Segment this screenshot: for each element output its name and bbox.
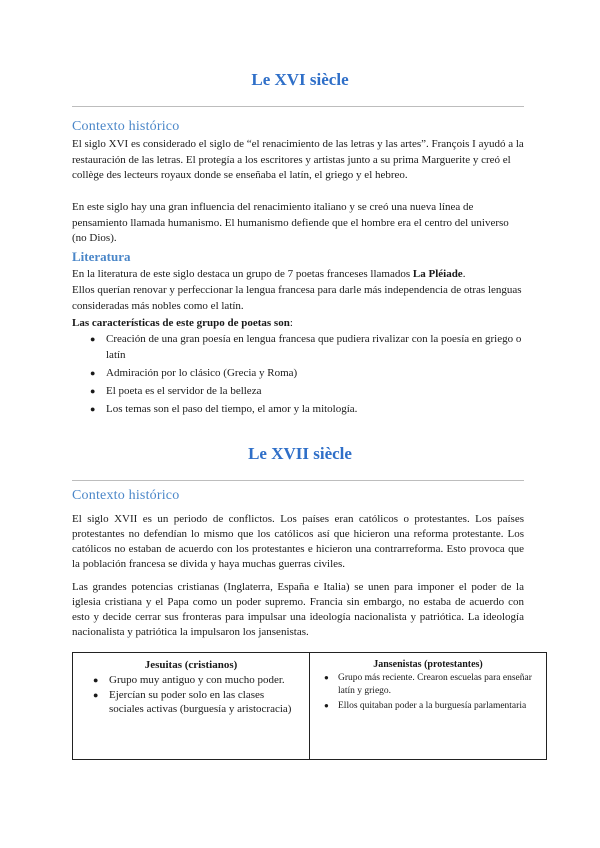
caracteristicas-list (72, 332, 524, 420)
list-item-text: El poeta es el servidor de la belleza (106, 384, 262, 397)
jansenistas-list (318, 672, 538, 713)
literatura-paragraph-1 (72, 267, 524, 283)
divider (72, 480, 524, 481)
list-item (81, 673, 301, 687)
bullet-icon: ● (324, 673, 329, 682)
contexto-heading-xvi: Contexto histórico (72, 119, 180, 134)
contexto-paragraph-2: En este siglo hay una gran influencia del renacimiento italiano y se creó una nueva línea de pensamiento llamada humanismo. El humanismo defiende que el hombre era el centro del universo (no Dios). (72, 201, 509, 244)
list-item-text: Ejercían su poder solo en las clases sociales activas (burguesía y aristocracia) (109, 689, 292, 715)
list-item-text: Los temas son el paso del tiempo, el amor y la mitología. (106, 402, 358, 415)
bullet-icon: ● (90, 334, 96, 344)
list-item (72, 402, 524, 418)
list-item (81, 688, 301, 716)
bullet-icon: ● (93, 690, 99, 700)
list-item-text: Grupo muy antiguo y con mucho poder. (109, 674, 285, 686)
literatura-heading: Literatura (72, 249, 131, 264)
contexto-heading-xvii: Contexto histórico (72, 488, 180, 503)
jesuitas-title: Jesuitas (cristianos) (144, 659, 238, 671)
jesuitas-list (81, 673, 301, 716)
bullet-icon: ● (93, 675, 99, 685)
section-title-xvi: Le XVI siècle (251, 70, 349, 89)
list-item (72, 332, 524, 363)
section-title-xvii: Le XVII siècle (248, 444, 352, 463)
list-item (318, 700, 538, 713)
jesuitas-cell (73, 653, 309, 759)
la-pleiade: La Pléiade (412, 268, 463, 280)
caracteristicas-heading (72, 316, 524, 332)
caracteristicas-label: Las características de este grupo de poetas son (72, 317, 290, 329)
caracteristicas-colon: : (289, 317, 293, 329)
contexto-paragraph-1: El siglo XVI es considerado el siglo de “el renacimiento de las letras y las artes”. François I ayudó a la restauración de las letras. El protegía a los escritores y artistas junto a su prima Marguerite y creó el collège des lecteurs royaux donde se enseñaba el latín, el griego y el hebreo. (72, 138, 524, 181)
jansenistas-title: Jansenistas (protestantes) (373, 659, 483, 670)
bullet-icon: ● (90, 403, 96, 414)
comparison-table (72, 652, 547, 760)
list-item-text: Admiración por lo clásico (Grecia y Roma) (106, 366, 298, 379)
lit-period: . (462, 268, 466, 280)
bullet-icon: ● (90, 367, 96, 378)
bullet-icon: ● (324, 701, 329, 710)
lit-text: En la literatura de este siglo destaca un grupo de 7 poetas franceses llamados (72, 268, 413, 280)
list-item-text: Ellos quitaban poder a la burguesía parlamentaria (338, 701, 527, 711)
list-item (318, 672, 538, 697)
bullet-icon: ● (90, 385, 96, 396)
divider (72, 106, 524, 107)
jansenistas-cell (309, 653, 546, 759)
list-item-text: Grupo más reciente. Crearon escuelas para enseñar latín y griego. (338, 673, 532, 696)
list-item (72, 384, 524, 400)
list-item (72, 366, 524, 382)
xvii-paragraph-2: Las grandes potencias cristianas (Inglaterra, España e Italia) se unen para imponer el poder de la iglesia cristiana y el Papa como un poder supremo. Francia sin embargo, no estaba de acuerdo con esto y decide cerrar sus fronteras para impulsar una ideología nacionalista y patriótica. La ideología nacionalista y patriótica la impulsaron los jansenistas. (72, 581, 524, 638)
list-item-text: Creación de una gran poesía en lengua francesa que pudiera rivalizar con la poesía en griego o latín (106, 333, 522, 361)
literatura-paragraph-2: Ellos querían renovar y perfeccionar la lengua francesa para darle más independencia de otras lenguas consideradas más nobles como el latín. (72, 284, 522, 312)
xvii-paragraph-1: El siglo XVII es un periodo de conflictos. Los países eran católicos o protestantes. Los países protestantes no defendían lo mismo que los católicos así que hicieron una reforma protestante. Los católicos no estaban de acuerdo con los protestantes e hicieron una contrarreforma. Esto provoca que la población francesa se divida y haya muchas guerras civiles. (72, 513, 524, 570)
